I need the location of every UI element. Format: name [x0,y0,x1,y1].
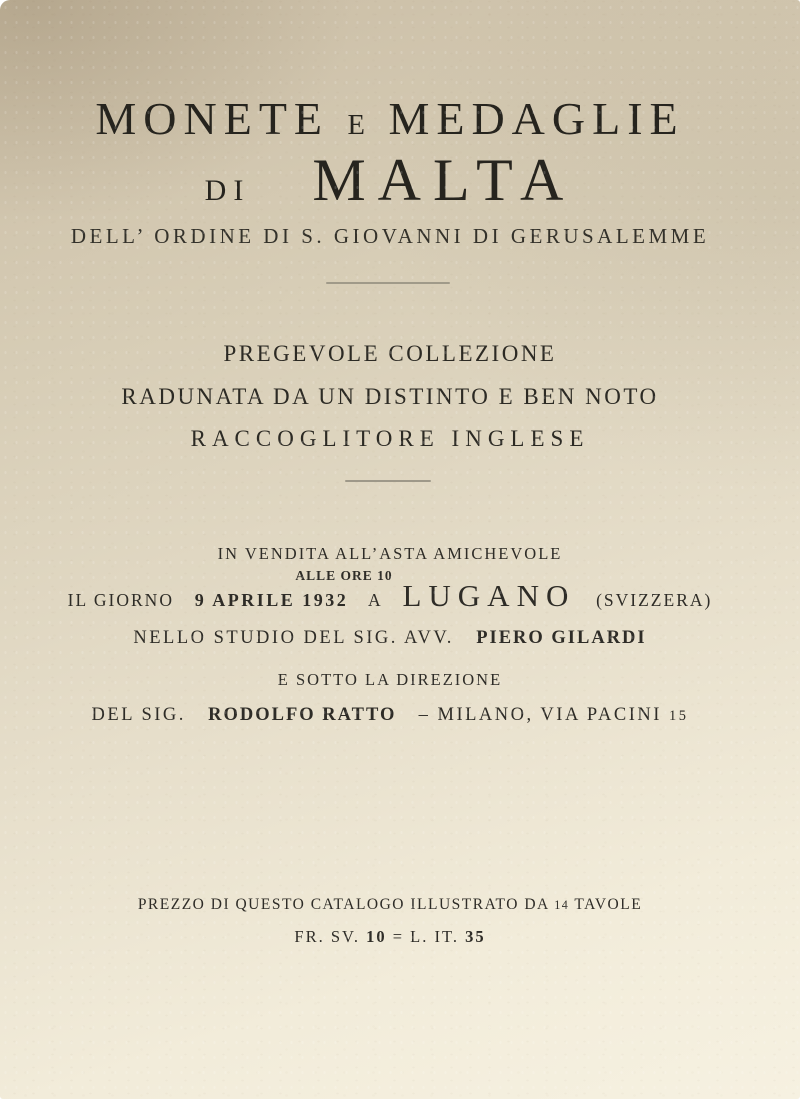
plates-count: 14 [554,898,570,912]
equals-sign: = [392,927,405,946]
currency-chf: FR. SV. [294,927,360,946]
director-name: RODOLFO RATTO [208,705,397,725]
sale-time: ALLE ORE 10 [295,568,393,583]
title-di: DI [204,174,251,207]
amount-chf: 10 [366,927,387,946]
director-address: – MILANO, VIA PACINI [418,705,662,725]
director-street-number: 15 [669,708,689,724]
sale-country: (SVIZZERA) [596,590,713,610]
price-description-line [0,896,790,914]
amount-lit: 35 [465,927,486,946]
main-title-line2 [0,146,790,215]
sale-date-connector: A [368,590,382,610]
main-title-line1 [0,93,790,146]
venue-name: PIERO GILARDI [476,628,647,648]
collection-line1: PREGEVOLE COLLEZIONE [223,341,557,366]
price-amount-line [0,928,790,947]
currency-lit: L. IT. [410,927,459,946]
sale-director-line [0,705,790,726]
director-prefix: DEL SIG. [91,705,186,725]
title-word2: MEDAGLIE [388,93,685,144]
sale-intro: IN VENDITA ALL’ASTA AMICHEVOLE [217,544,563,563]
sale-date: 9 APRILE 1932 [194,590,349,610]
title-conjunction: E [347,110,370,141]
sale-date-prefix: IL GIORNO [67,590,174,610]
price-desc-suffix: TAVOLE [574,896,643,913]
collection-line2: RADUNATA DA UN DISTINTO E BEN NOTO [121,384,659,409]
sale-direction-intro: E SOTTO LA DIREZIONE [277,670,503,689]
price-desc-prefix: PREZZO DI QUESTO CATALOGO ILLUSTRATO DA [137,896,549,913]
collection-line3: RACCOGLITORE INGLESE [190,426,590,451]
venue-prefix: NELLO STUDIO DEL SIG. AVV. [133,628,454,648]
title-word1: MONETE [95,93,330,144]
subtitle-order: DELL’ ORDINE DI S. GIOVANNI DI GERUSALEMME [70,224,710,248]
sale-city: LUGANO [402,578,576,613]
divider-rule-top [326,282,450,284]
title-malta: MALTA [312,147,576,213]
sale-date-line [0,580,790,616]
divider-rule-middle [345,480,431,482]
sale-venue-line [0,628,790,649]
